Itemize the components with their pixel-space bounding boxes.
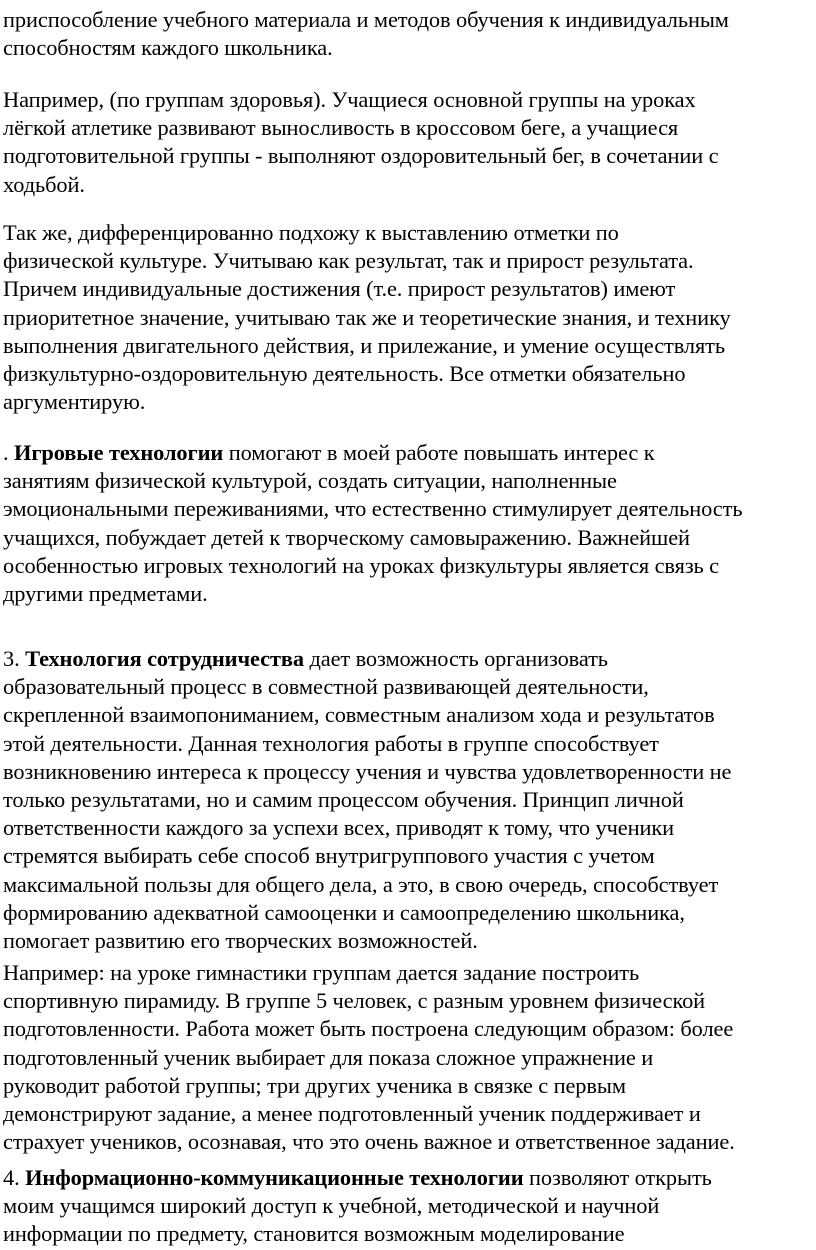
text-line xyxy=(3,524,815,552)
text-run: только результатами, но и самим процессом обучения. Принцип личной xyxy=(3,787,684,813)
text-run: подготовленный ученик выбирает для показа сложное упражнение и xyxy=(3,1044,654,1070)
text-run: Например, (по группам здоровья). Учащиеся основной группы на уроках xyxy=(3,87,696,112)
text-line xyxy=(3,927,815,955)
text-run: позволяют открыть xyxy=(523,1165,712,1190)
bold-term: Технология сотрудничества xyxy=(25,646,304,671)
text-run: физической культуре. Учитываю как результат, так и прирост результата. xyxy=(3,248,694,274)
text-run: занятиям физической культурой, создать ситуации, наполненные xyxy=(3,468,617,494)
text-line xyxy=(3,1072,815,1100)
text-line xyxy=(3,6,815,34)
text-line xyxy=(3,388,815,416)
text-run: Причем индивидуальные достижения (т.е. прирост результатов) имеют xyxy=(3,276,676,302)
text-run: скрепленной взаимопониманием, совместным анализом хода и результатов xyxy=(3,702,715,728)
text-run: этой деятельности. Данная технология работы в группе способствует xyxy=(3,730,659,756)
text-line xyxy=(3,332,815,360)
text-line xyxy=(3,114,815,142)
bold-term: Информационно-коммуникационные технологии xyxy=(25,1165,524,1190)
text-line xyxy=(3,786,815,814)
paragraph-health-groups-example xyxy=(3,86,815,199)
text-line xyxy=(3,1164,815,1192)
text-line xyxy=(3,814,815,842)
text-run: лёгкой атлетике развивают выносливость в кроссовом беге, а учащиеся xyxy=(3,115,679,141)
text-run: возникновению интереса к процессу учения и чувства удовлетворенности не xyxy=(3,758,732,784)
text-run: руководит работой группы; три других ученика в связке с первым xyxy=(3,1072,626,1098)
text-line xyxy=(3,495,815,523)
text-run: Так же, дифференцированно подхожу к выставлению отметки по xyxy=(3,220,619,245)
text-line xyxy=(3,987,815,1015)
text-line xyxy=(3,730,815,758)
text-line xyxy=(3,219,815,247)
text-run: информации по предмету, становится возможным моделирование xyxy=(3,1221,625,1247)
text-run: Например: на уроке гимнастики группам дается задание построить xyxy=(3,960,640,985)
text-run: эмоциональными переживаниями, что естественно стимулирует деятельность xyxy=(3,496,743,522)
text-run: помогают в моей работе повышать интерес к xyxy=(223,440,655,465)
text-line xyxy=(3,899,815,927)
text-line xyxy=(3,959,815,987)
text-line xyxy=(3,1128,815,1156)
paragraph-differentiated-grading xyxy=(3,219,815,416)
text-line xyxy=(3,34,815,62)
text-run: учащихся, побуждает детей к творческому самовыражению. Важнейшей xyxy=(3,524,690,550)
text-line xyxy=(3,758,815,786)
text-line xyxy=(3,842,815,870)
text-run: образовательный процесс в совместной развивающей деятельности, xyxy=(3,674,649,700)
text-run: 3. xyxy=(3,646,26,671)
text-run: способностям каждого школьника. xyxy=(3,35,333,61)
paragraph-ict-technologies xyxy=(3,1164,815,1249)
paragraph-cooperation-technology xyxy=(3,645,815,955)
text-run: аргументирую. xyxy=(3,389,146,415)
text-line xyxy=(3,171,815,199)
text-line xyxy=(3,1220,815,1248)
text-run: ответственности каждого за успехи всех, приводят к тому, что ученики xyxy=(3,815,675,841)
text-line xyxy=(3,247,815,275)
text-run: страхует учеников, осознавая, что это очень важное и ответственное задание. xyxy=(3,1129,735,1155)
text-line xyxy=(3,871,815,899)
text-run: 4. xyxy=(3,1165,26,1190)
text-line xyxy=(3,1100,815,1128)
text-run: помогает развитию его творческих возможностей. xyxy=(3,928,478,954)
text-run: стремятся выбирать себе способ внутригруппового участия с учетом xyxy=(3,843,655,869)
text-run: подготовительной группы - выполняют оздоровительный бег, в сочетании с xyxy=(3,143,719,169)
text-line xyxy=(3,360,815,388)
text-run: формированию адекватной самооценки и самоопределению школьника, xyxy=(3,899,685,925)
text-run: моим учащимся широкий доступ к учебной, методической и научной xyxy=(3,1193,660,1219)
text-line xyxy=(3,580,815,608)
text-line xyxy=(3,701,815,729)
text-line xyxy=(3,645,815,673)
bold-term: Игровые технологии xyxy=(14,440,224,465)
paragraph-individualization xyxy=(3,6,815,62)
text-line xyxy=(3,275,815,303)
text-line xyxy=(3,467,815,495)
text-line xyxy=(3,552,815,580)
text-line xyxy=(3,1015,815,1043)
text-line xyxy=(3,1192,815,1220)
text-run: приспособление учебного материала и методов обучения к индивидуальным xyxy=(3,7,729,32)
text-run: другими предметами. xyxy=(3,581,208,607)
text-run: спортивную пирамиду. В группе 5 человек, с разным уровнем физической xyxy=(3,988,706,1014)
text-line xyxy=(3,86,815,114)
text-line xyxy=(3,304,815,332)
text-line xyxy=(3,439,815,467)
text-run: приоритетное значение, учитываю так же и теоретические знания, и технику xyxy=(3,304,731,330)
text-run: . xyxy=(3,440,14,465)
text-run: ходьбой. xyxy=(3,171,85,197)
text-run: физкультурно-оздоровительную деятельность. Все отметки обязательно xyxy=(3,361,686,387)
text-run: особенностью игровых технологий на уроках физкультуры является связь с xyxy=(3,552,720,578)
text-run: подготовленности. Работа может быть построена следующим образом: более xyxy=(3,1016,734,1042)
paragraph-game-technologies xyxy=(3,439,815,608)
paragraph-gymnastics-example xyxy=(3,959,815,1156)
text-run: демонстрируют задание, а менее подготовленный ученик поддерживает и xyxy=(3,1101,701,1127)
text-line xyxy=(3,1044,815,1072)
text-run: выполнения двигательного действия, и прилежание, и умение осуществлять xyxy=(3,332,725,358)
text-line xyxy=(3,142,815,170)
text-run: максимальной пользы для общего дела, а это, в свою очередь, способствует xyxy=(3,871,719,897)
text-line xyxy=(3,673,815,701)
text-run: дает возможность организовать xyxy=(303,646,608,671)
